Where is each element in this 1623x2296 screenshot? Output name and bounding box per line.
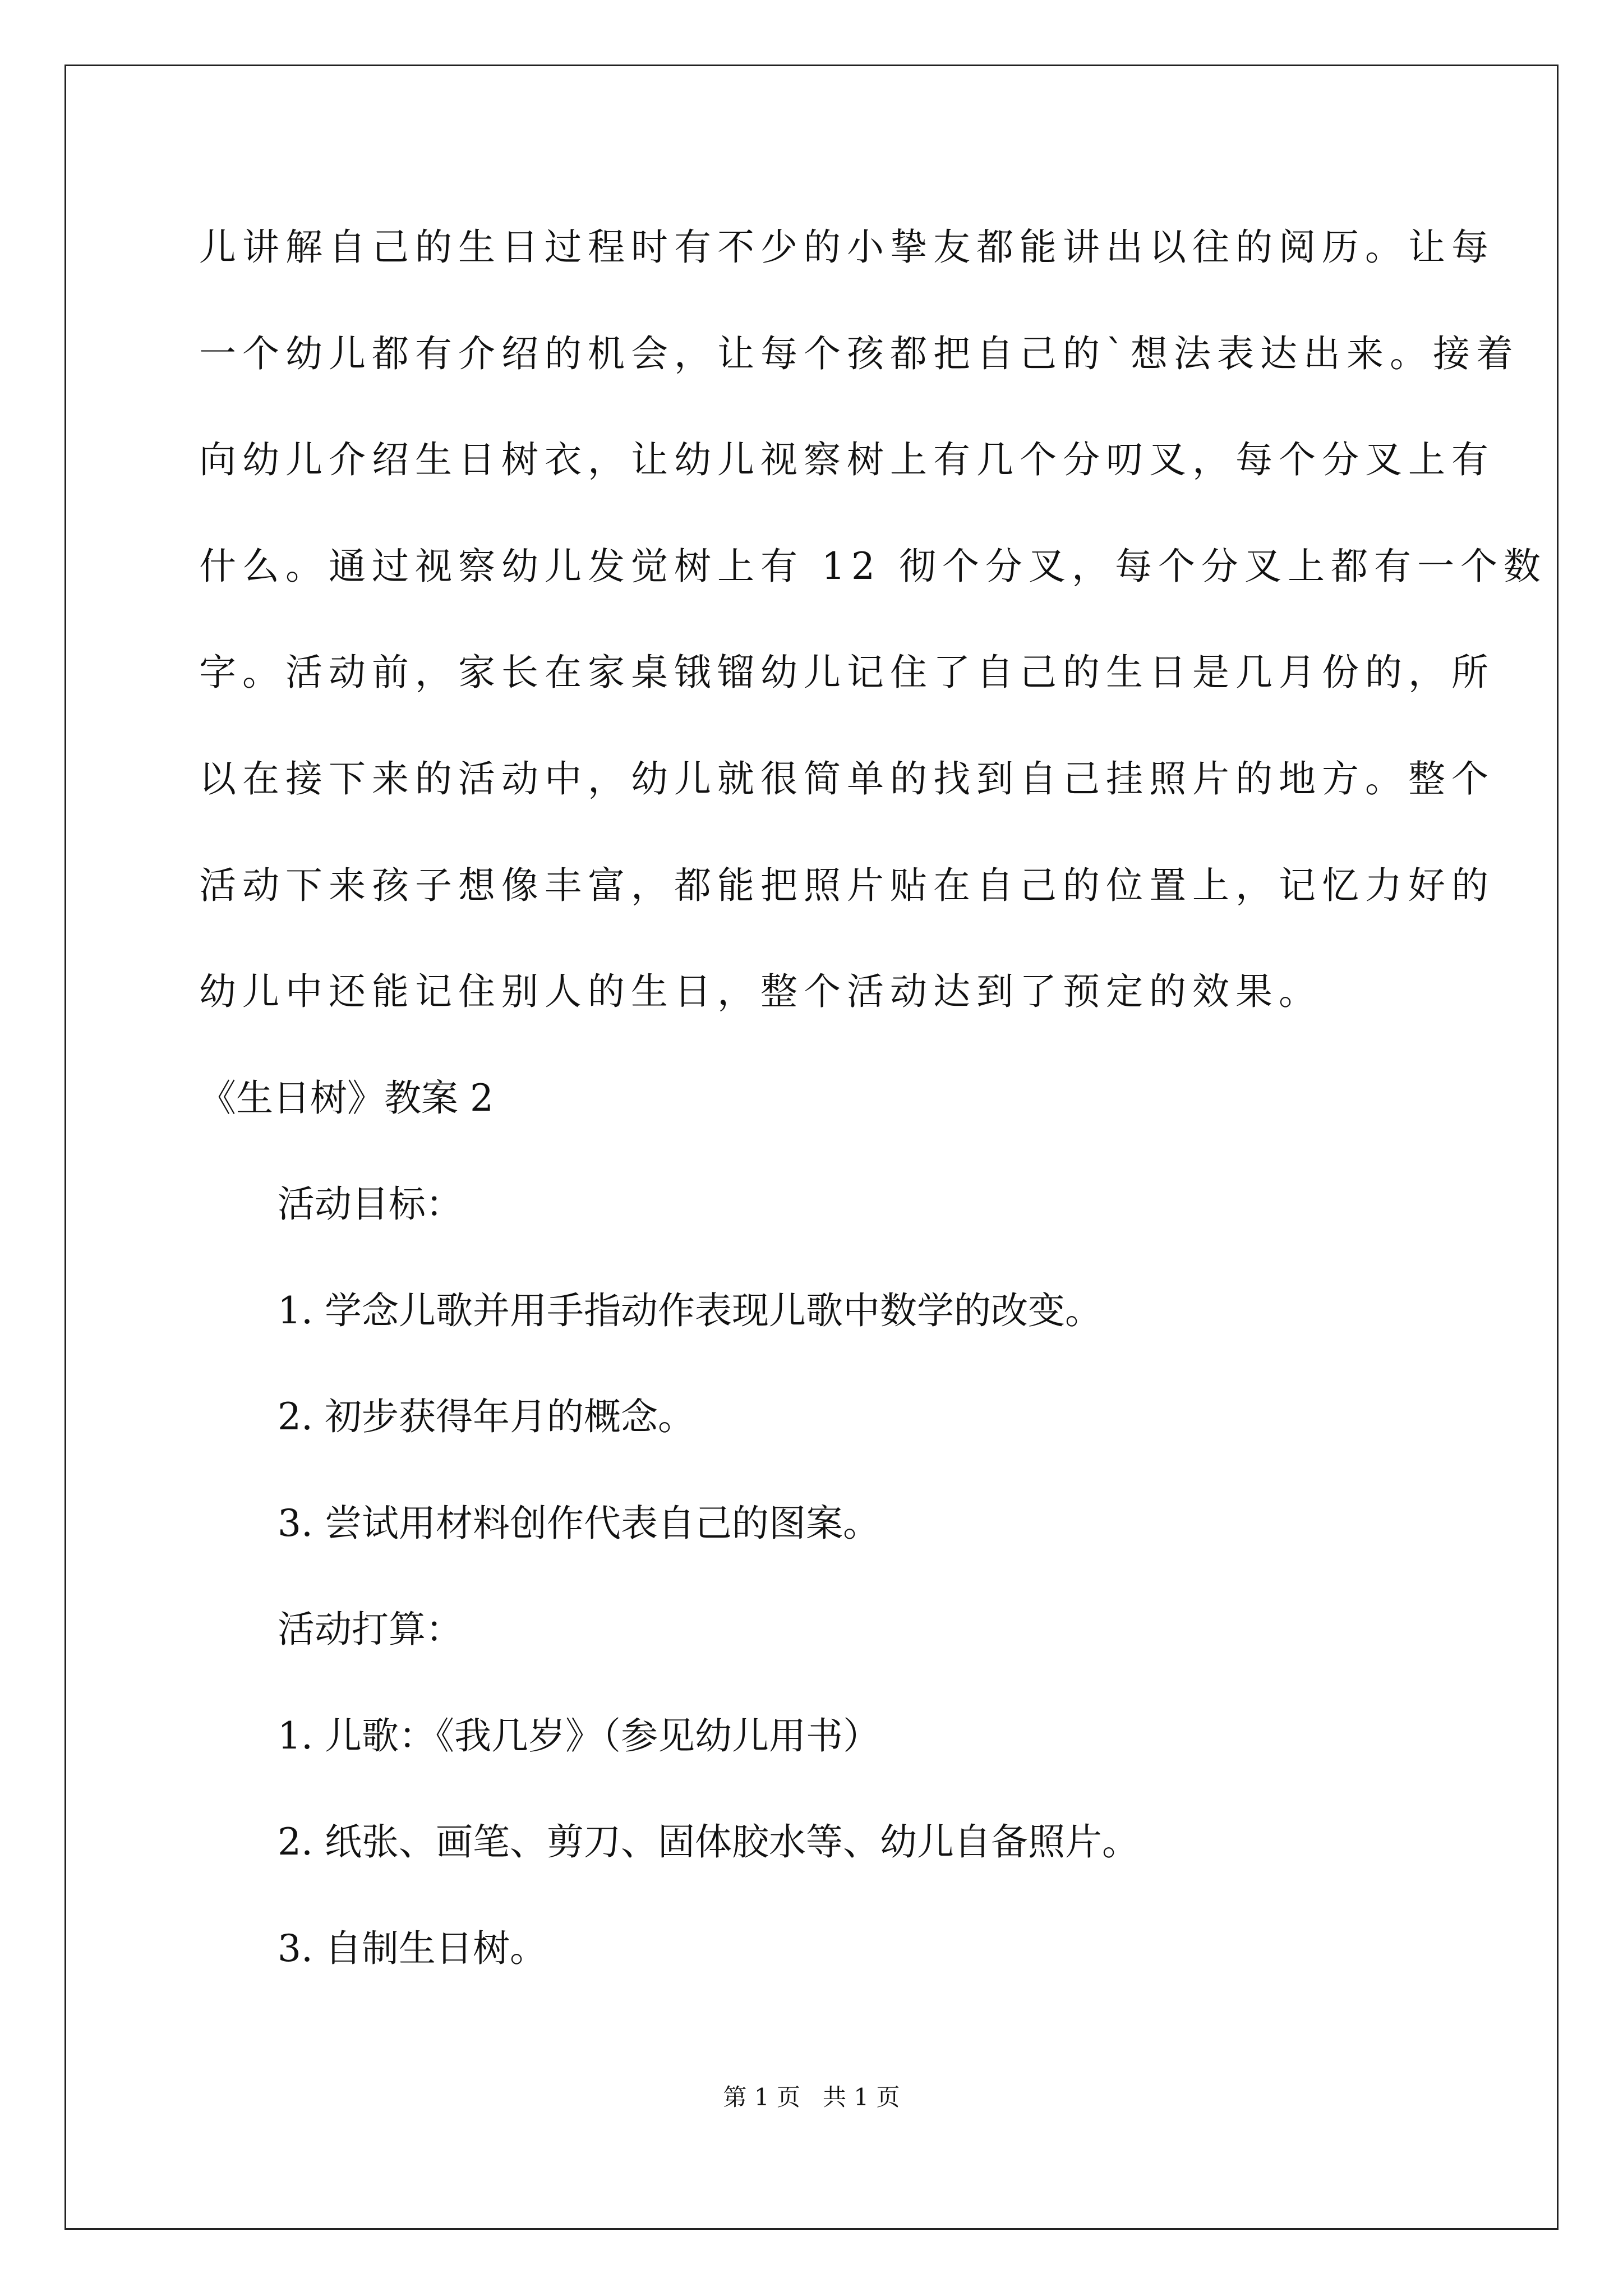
- page-footer: 第 1 页 共 1 页: [723, 2083, 900, 2111]
- paragraph-line: 儿讲解自己的生日过程时有不少的小挚友都能讲出以往的阅历。让每: [199, 226, 1495, 269]
- goal-item: 3. 尝试用材料创作代表自己的图案。: [278, 1502, 880, 1545]
- paragraph-line: 活动下来孩子想像丰富，都能把照片贴在自己的位置上，记忆力好的: [199, 864, 1495, 907]
- section-heading: 《生日树》教案 2: [199, 1076, 494, 1120]
- preparation-item: 1. 儿歌：《我几岁》（参见幼儿用书）: [278, 1714, 880, 1757]
- preparation-item: 3. 自制生日树。: [278, 1927, 547, 1970]
- paragraph-line: 一个幼儿都有介绍的机会，让每个孩都把自己的`想法表达出来。接着: [199, 332, 1519, 375]
- preparation-heading: 活动打算：: [278, 1608, 463, 1651]
- goal-item: 2. 初步获得年月的概念。: [278, 1395, 695, 1438]
- paragraph-line: 以在接下来的活动中，幼儿就很简单的找到自己挂照片的地方。整个: [199, 757, 1495, 800]
- paragraph-line: 向幼儿介绍生日树衣，让幼儿视察树上有几个分叨叉，每个分叉上有: [199, 438, 1495, 481]
- goals-heading: 活动目标：: [278, 1182, 463, 1226]
- paragraph-line: 幼儿中还能记住别人的生日，整个活动达到了预定的效果。: [199, 970, 1322, 1013]
- paragraph-line: 字。活动前，家长在家桌锇镏幼儿记住了自己的生日是几月份的，所: [199, 651, 1495, 694]
- goal-item: 1. 学念儿歌并用手指动作表现儿歌中数学的改变。: [278, 1289, 1102, 1332]
- paragraph-line: 什么。通过视察幼儿发觉树上有 12 彻个分叉，每个分叉上都有一个数: [199, 545, 1547, 588]
- preparation-item: 2. 纸张、画笔、剪刀、固体胶水等、幼儿自备照片。: [278, 1820, 1139, 1864]
- page-border: [64, 65, 1559, 2230]
